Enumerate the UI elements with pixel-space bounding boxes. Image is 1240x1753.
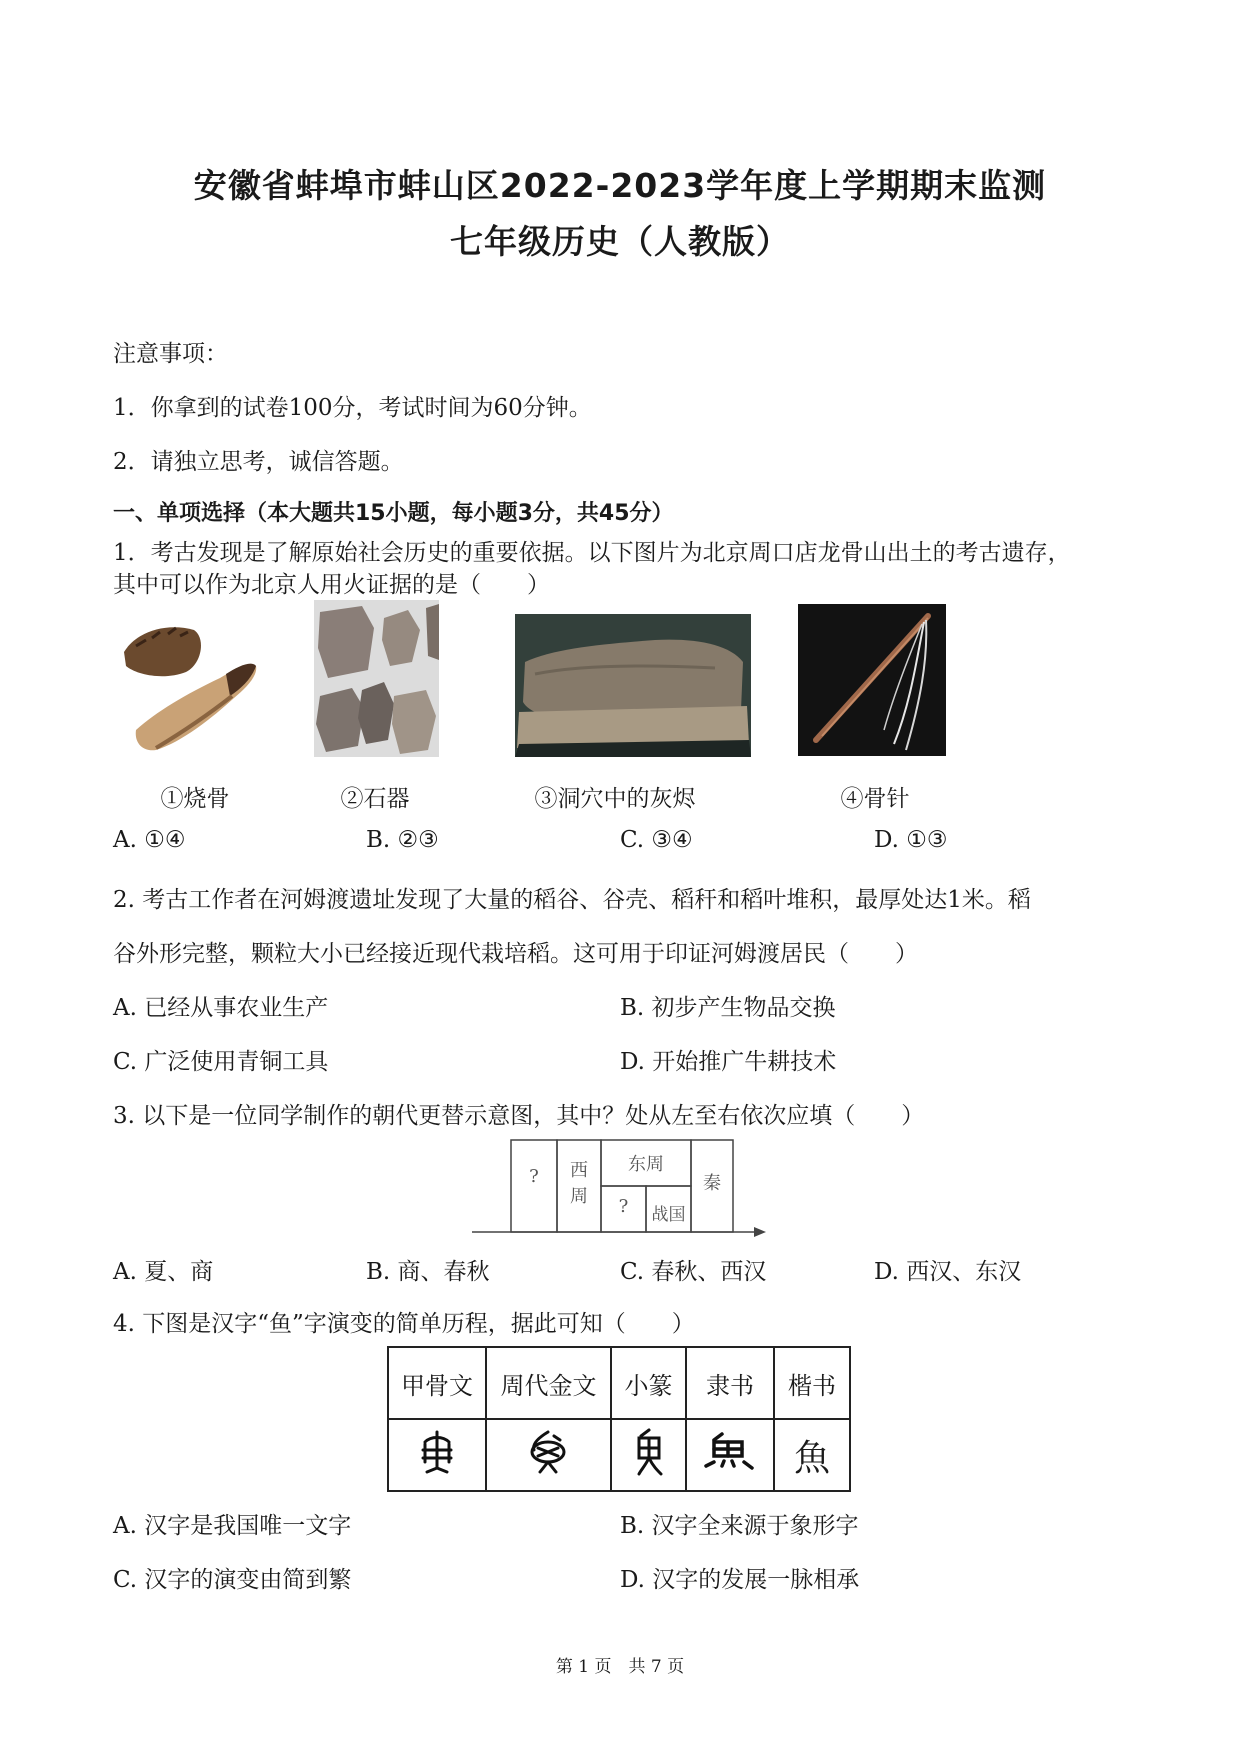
stone-tools-photo xyxy=(314,600,439,757)
q4-stem: 4. 下图是汉字“鱼”字演变的简单历程，据此可知（ ） xyxy=(113,1311,695,1337)
bone-needle-photo xyxy=(798,604,946,756)
q3-stem: 3. 以下是一位同学制作的朝代更替示意图，其中？处从左至右依次应填（ ） xyxy=(113,1103,925,1129)
kaishu-glyph: 魚 xyxy=(774,1419,850,1491)
table-header-jiaguwen: 甲骨文 xyxy=(388,1347,486,1419)
xiaozhuan-glyph xyxy=(611,1419,686,1491)
dynasty-dongzhou: 东周 xyxy=(628,1154,664,1175)
q1-option-b: B. ②③ xyxy=(366,827,439,853)
notes-heading: 注意事项： xyxy=(113,341,228,367)
q4-option-a: A. 汉字是我国唯一文字 xyxy=(113,1513,352,1539)
q1-option-c: C. ③④ xyxy=(620,827,693,853)
q3-option-c: C. 春秋、西汉 xyxy=(620,1259,767,1285)
jinwen-glyph xyxy=(486,1419,611,1491)
q3-option-a: A. 夏、商 xyxy=(113,1259,214,1285)
q2-stem-line2: 谷外形完整，颗粒大小已经接近现代栽培稻。这可用于印证河姆渡居民（ ） xyxy=(113,941,918,967)
q3-option-d: D. 西汉、东汉 xyxy=(874,1259,1022,1285)
page-title: 安徽省蚌埠市蚌山区2022-2023学年度上学期期末监测 xyxy=(193,166,1047,205)
dynasty-zhanguo: 战国 xyxy=(651,1205,686,1225)
page-subtitle: 七年级历史（人教版） xyxy=(450,222,790,261)
q4-option-b: B. 汉字全来源于象形字 xyxy=(620,1513,859,1539)
q1-stem-line1: 1．考古发现是了解原始社会历史的重要依据。以下图片为北京周口店龙骨山出土的考古遗存， xyxy=(113,540,1071,566)
q1-option-a: A. ①④ xyxy=(113,827,186,853)
q2-option-a: A. 已经从事农业生产 xyxy=(113,995,329,1021)
notes-item-1: 1．你拿到的试卷100分，考试时间为60分钟。 xyxy=(113,395,592,421)
section-heading: 一、单项选择（本大题共15小题，每小题3分，共45分） xyxy=(113,501,674,526)
q1-stem-line2: 其中可以作为北京人用火证据的是（ ） xyxy=(113,572,550,598)
q3-option-b: B. 商、春秋 xyxy=(366,1259,490,1285)
table-header-jinwen: 周代金文 xyxy=(486,1347,611,1419)
notes-item-2: 2．请独立思考，诚信答题。 xyxy=(113,449,404,475)
table-header-xiaozhuan: 小篆 xyxy=(611,1347,686,1419)
dynasty-xizhou-1: 西 xyxy=(570,1160,588,1181)
dynasty-xizhou-2: 周 xyxy=(570,1186,588,1207)
dynasty-unknown-2: ? xyxy=(618,1196,629,1217)
q4-option-c: C. 汉字的演变由简到繁 xyxy=(113,1567,352,1593)
dynasty-unknown-1: ? xyxy=(529,1166,539,1187)
q1-caption-3: ③洞穴中的灰烬 xyxy=(534,786,696,812)
q1-option-d: D. ①③ xyxy=(874,827,948,853)
q2-stem-line1: 2. 考古工作者在河姆渡遗址发现了大量的稻谷、谷壳、稻秆和稻叶堆积，最厚处达1米。稻 xyxy=(113,887,1031,913)
q2-option-b: B. 初步产生物品交换 xyxy=(620,995,836,1021)
dynasty-diagram xyxy=(470,1136,770,1240)
table-header-lishu: 隶书 xyxy=(686,1347,774,1419)
q1-caption-1: ①烧骨 xyxy=(160,786,230,812)
page-footer: 第 1 页 共 7 页 xyxy=(555,1657,685,1677)
q1-caption-4: ④骨针 xyxy=(840,786,910,812)
fish-character-table xyxy=(387,1346,851,1492)
lishu-glyph xyxy=(686,1419,774,1491)
table-header-kaishu: 楷书 xyxy=(774,1347,850,1419)
burnt-bone-photo xyxy=(116,602,266,754)
dynasty-qin: 秦 xyxy=(703,1173,721,1194)
jiaguwen-glyph xyxy=(388,1419,486,1491)
q4-option-d: D. 汉字的发展一脉相承 xyxy=(620,1567,860,1593)
cave-ash-photo xyxy=(515,614,751,757)
q2-option-c: C. 广泛使用青铜工具 xyxy=(113,1049,329,1075)
q1-caption-2: ②石器 xyxy=(340,786,410,812)
q2-option-d: D. 开始推广牛耕技术 xyxy=(620,1049,837,1075)
